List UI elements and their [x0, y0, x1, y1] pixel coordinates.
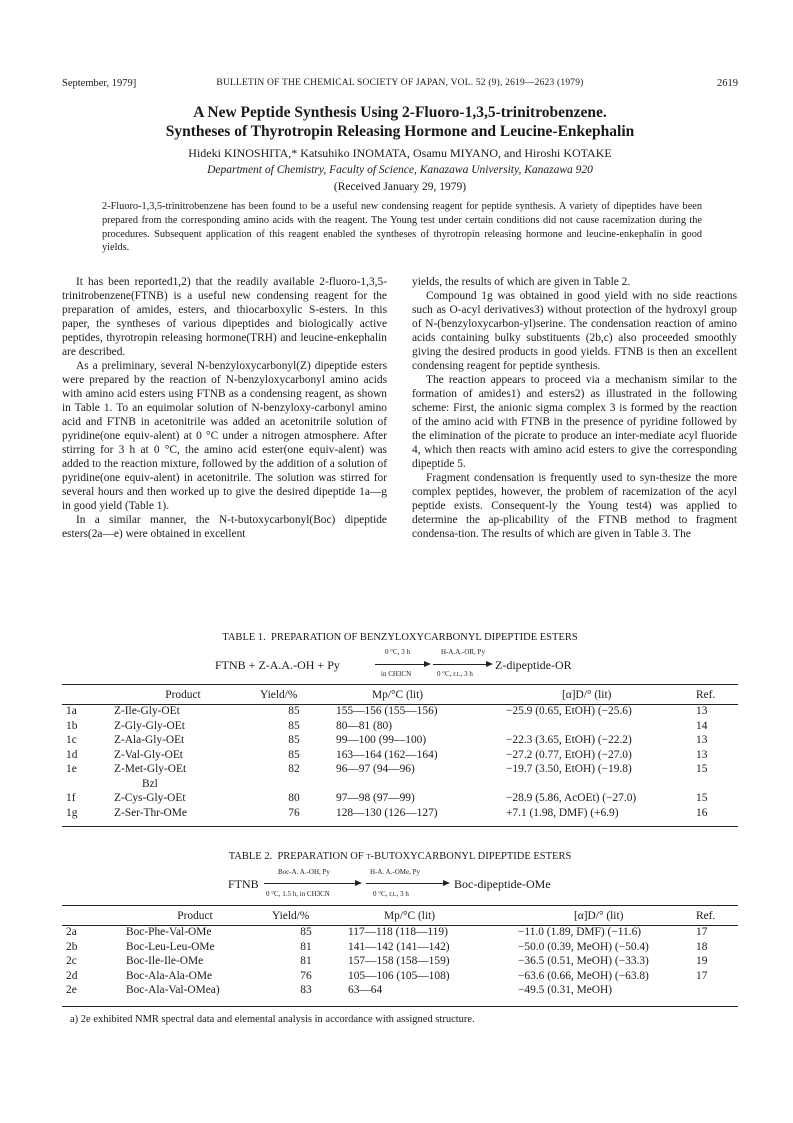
table-cell: 2b: [66, 940, 78, 953]
table-cell: 141—142 (141—142): [348, 940, 450, 953]
table2-footnote: a) 2e exhibited NMR spectral data and elemental analysis in accordance with assigned structure.: [70, 1014, 475, 1025]
table-row: [62, 954, 738, 969]
table-cell: Bzl: [142, 777, 158, 790]
table2-label: TABLE 2.: [228, 851, 273, 862]
table-cell: 96—97 (94—96): [336, 763, 415, 776]
paragraph: It has been reported1,2) that the readily available 2-fluoro-1,3,5-trinitrobenzene(FTNB) is a useful new condensing reagent for the preparation of amides, esters, and thiocarboxylic S-esters. In this paper, the syntheses of various dipeptides and biologically active peptides, thyrotropin releasing hormone(TRH) and leucine-enkephalin are described.: [62, 276, 387, 358]
reaction-arrow: [366, 883, 446, 884]
table-row: [62, 777, 738, 792]
reaction-arrow: [433, 664, 489, 665]
table1-scheme-left: FTNB + Z-A.A.-OH + Py: [215, 658, 340, 672]
table-cell: 1a: [66, 705, 77, 718]
column-header: Product: [165, 689, 201, 701]
table-cell: 15: [696, 763, 708, 776]
table1-arrow1-top: 0 °C, 3 h: [385, 648, 410, 656]
arrowhead-icon: [424, 661, 431, 667]
column-header: Yield/%: [272, 910, 310, 922]
table1-scheme-right: Z-dipeptide-OR: [495, 658, 572, 672]
paper-title-line-2: Syntheses of Thyrotropin Releasing Hormone and Leucine-Enkephalin: [165, 123, 635, 140]
table-cell: 97—98 (97—99): [336, 792, 415, 805]
affiliation: Department of Chemistry, Faculty of Science, Kanazawa University, Kanazawa 920: [207, 164, 593, 176]
table-cell: [256, 777, 332, 792]
arrowhead-icon: [443, 880, 450, 886]
table-cell: 81: [300, 940, 312, 953]
table-cell: 13: [696, 734, 708, 747]
table-rule: [62, 826, 738, 827]
table-cell: Z-Ile-Gly-OEt: [114, 705, 180, 718]
table-cell: 16: [696, 806, 708, 819]
table-cell: −50.0 (0.39, MeOH) (−50.4): [518, 940, 649, 953]
abstract: 2-Fluoro-1,3,5-trinitrobenzene has been found to be a useful new condensing reagent for peptide synthesis. A variety of dipeptides have been prepared from the corresponding amino acids with the reagent. The Young test under certain conditions did not cause racemization during the procedures. Subsequent application of this reagent enabled the syntheses of thyrotropin releasing hormone and leucine-enkephalin in good yields.: [102, 201, 702, 254]
table-row: [62, 983, 738, 998]
table2-arrow1-bottom: 0 °C, 1.5 h, in CH3CN: [266, 890, 330, 898]
table-cell: 85: [288, 719, 300, 732]
table-row: [62, 806, 738, 821]
table-rule: [62, 1006, 738, 1007]
reaction-arrow: [264, 883, 358, 884]
table-cell: [502, 777, 692, 792]
column-header: Ref.: [696, 910, 716, 922]
table-cell: 85: [288, 748, 300, 761]
body-column-left: [62, 275, 387, 541]
table-cell: −11.0 (1.89, DMF) (−11.6): [518, 926, 642, 939]
table-row: [62, 791, 738, 806]
table-cell: 80: [288, 792, 300, 805]
table2-caption: [62, 851, 738, 862]
table-cell: [692, 983, 738, 998]
table-cell: 1e: [66, 763, 77, 776]
table-cell: Boc-Leu-Leu-OMe: [126, 940, 215, 953]
table-header-row: [62, 907, 738, 925]
table-cell: Boc-Ala-Ala-OMe: [126, 969, 213, 982]
table-cell: 82: [288, 763, 300, 776]
header-journal: BULLETIN OF THE CHEMICAL SOCIETY OF JAPAN, VOL. 52 (9), 2619—2623 (1979): [216, 78, 584, 88]
table2-arrow1-top: Boc-A. A.-OH, Py: [278, 868, 330, 876]
table-row: [62, 762, 738, 777]
table-cell: 76: [288, 806, 300, 819]
column-header: [62, 686, 110, 704]
table-cell: 155—156 (155—156): [336, 705, 438, 718]
table-cell: 163—164 (162—164): [336, 748, 438, 761]
table-cell: −22.3 (3.65, EtOH) (−22.2): [506, 734, 632, 747]
table-cell: 85: [300, 926, 312, 939]
table-cell: 17: [696, 926, 708, 939]
reaction-arrow: [375, 664, 427, 665]
paragraph: As a preliminary, several N-benzyloxycarbonyl(Z) dipeptide esters were prepared by the reaction of N-benzyloxycarbonyl amino acids with amino acid esters using FTNB as a condensing reagent, as shown in Table 1. To an equimolar solution of N-benzyloxy-carbonyl amino acid and FTNB in acetonitrile was added an acetonitrile solution of pyridine(one equiv-alent) at 0 °C under a nitrogen atmosphere. After stirring for 3 h at 0 °C, the amino acid ester(one equiv-alent) was added to the reaction mixture, followed by the addition of a solution of pyridine(one equiv-alent) in acetonitrile. The solution was stirred for several hours and then worked up to give the desired dipeptide 1a—g in good yield (Table 1).: [62, 360, 387, 512]
table-cell: 76: [300, 969, 312, 982]
column-header: [α]D/° (lit): [574, 910, 624, 922]
arrowhead-icon: [355, 880, 362, 886]
table-cell: 19: [696, 955, 708, 968]
table-cell: [332, 777, 502, 792]
table2-arrow2-bottom: 0 °C, r.t., 3 h: [373, 890, 409, 898]
table-row: [62, 733, 738, 748]
table2-arrow2-top: H-A. A.-OMe, Py: [370, 868, 420, 876]
paragraph: In a similar manner, the N-t-butoxycarbonyl(Boc) dipeptide esters(2a—e) were obtained in excellent: [62, 514, 387, 540]
table-cell: Boc-Ala-Val-OMea): [126, 984, 220, 997]
column-header: Product: [177, 910, 213, 922]
table-cell: 85: [288, 705, 300, 718]
header-page-number: 2619: [717, 78, 738, 89]
table-header-row: [62, 686, 738, 704]
table-cell: Boc-Phe-Val-OMe: [126, 926, 212, 939]
table1-arrow1-bottom: in CH3CN: [381, 670, 412, 678]
table-cell: 1g: [66, 806, 78, 819]
table-cell: 80—81 (80): [336, 719, 392, 732]
authors: Hideki KINOSHITA,* Katsuhiko INOMATA, Osamu MIYANO, and Hiroshi KOTAKE: [188, 146, 612, 160]
table-cell: 15: [696, 792, 708, 805]
paragraph: Fragment condensation is frequently used to syn-thesize the more complex peptides, however, the problem of racemization of the acyl peptide exists. Consequent-ly the Young test4) was applied to determine the ap-plicability of the FTNB method to fragment condensa-tion. The results of which are given in Table 3. The: [412, 472, 737, 540]
table-cell: 14: [696, 719, 708, 732]
table1-caption: [62, 632, 738, 643]
table-row: [62, 940, 738, 955]
table-row: [62, 704, 738, 719]
table-cell: 85: [288, 734, 300, 747]
table-cell: [62, 777, 110, 792]
table-cell: 117—118 (118—119): [348, 926, 448, 939]
table-cell: 17: [696, 969, 708, 982]
table2: [62, 907, 738, 998]
table-cell: −49.5 (0.31, MeOH): [518, 984, 613, 997]
paragraph: Compound 1g was obtained in good yield with no side reactions such as O-acyl derivatives3) without protection of the hydroxyl group of N-(benzyloxycarbon-yl)serine. The condensation reaction of amino acids containing bulky substituents (2b,c) also proceeded smoothly giving the desired products in good yields. FTNB is then an excellent condensing reagent for peptide synthesis.: [412, 290, 737, 372]
table2-title: PREPARATION OF t-BUTOXYCARBONYL DIPEPTIDE ESTERS: [277, 851, 572, 862]
table2-scheme-right: Boc-dipeptide-OMe: [454, 877, 551, 891]
table-cell: Z-Ala-Gly-OEt: [114, 734, 185, 747]
column-header: [62, 907, 122, 925]
column-header: Ref.: [696, 689, 716, 701]
table1-title: PREPARATION OF BENZYLOXYCARBONYL DIPEPTIDE ESTERS: [271, 632, 578, 643]
table-cell: Z-Val-Gly-OEt: [114, 748, 183, 761]
table-cell: 1b: [66, 719, 78, 732]
column-header: Mp/°C (lit): [372, 689, 424, 701]
table-cell: 18: [696, 940, 708, 953]
table-cell: Z-Ser-Thr-OMe: [114, 806, 187, 819]
table-row: [62, 719, 738, 734]
table-cell: 83: [300, 984, 312, 997]
paragraph: yields, the results of which are given in Table 2.: [412, 276, 631, 288]
table-cell: −25.9 (0.65, EtOH) (−25.6): [506, 705, 632, 718]
table-row: [62, 748, 738, 763]
table-cell: [502, 719, 692, 734]
column-header: Mp/°C (lit): [384, 910, 436, 922]
table-cell: 99—100 (99—100): [336, 734, 427, 747]
column-header: Yield/%: [260, 689, 298, 701]
table-cell: 1f: [66, 792, 76, 805]
column-header: [α]D/° (lit): [562, 689, 612, 701]
table-cell: 2a: [66, 926, 77, 939]
body-column-right: [412, 275, 737, 541]
table-row: [62, 969, 738, 984]
paper-title-line-1: A New Peptide Synthesis Using 2-Fluoro-1,3,5-trinitrobenzene.: [193, 104, 607, 121]
table-cell: 13: [696, 748, 708, 761]
table-rule: [62, 684, 738, 685]
table-cell: Z-Gly-Gly-OEt: [114, 719, 185, 732]
table-cell: +7.1 (1.98, DMF) (+6.9): [506, 806, 619, 819]
table1-label: TABLE 1.: [222, 632, 266, 643]
table-cell: Z-Cys-Gly-OEt: [114, 792, 186, 805]
table-cell: 128—130 (126—127): [336, 806, 438, 819]
table-cell: −36.5 (0.51, MeOH) (−33.3): [518, 955, 649, 968]
table-cell: 13: [696, 705, 708, 718]
table-cell: 2e: [66, 984, 77, 997]
received-date: (Received January 29, 1979): [333, 181, 467, 193]
table1-arrow2-bottom: 0 °C, r.t., 3 h: [437, 670, 473, 678]
table-cell: 63—64: [348, 984, 383, 997]
header-date: September, 1979]: [62, 78, 137, 89]
table-cell: Z-Met-Gly-OEt: [114, 763, 187, 776]
table-cell: [692, 777, 738, 792]
table2-scheme-left: FTNB: [228, 877, 259, 891]
table-cell: −28.9 (5.86, AcOEt) (−27.0): [506, 792, 637, 805]
table-cell: Boc-Ile-Ile-OMe: [126, 955, 204, 968]
table-cell: 157—158 (158—159): [348, 955, 450, 968]
table-cell: 81: [300, 955, 312, 968]
table-cell: 1d: [66, 748, 78, 761]
table-cell: −63.6 (0.66, MeOH) (−63.8): [518, 969, 649, 982]
arrowhead-icon: [486, 661, 493, 667]
table1: [62, 686, 738, 820]
table-cell: −27.2 (0.77, EtOH) (−27.0): [506, 748, 632, 761]
table-cell: 2c: [66, 955, 77, 968]
table-cell: 1c: [66, 734, 77, 747]
table-row: [62, 925, 738, 940]
paragraph: The reaction appears to proceed via a mechanism similar to the formation of amides1) and esters2) as illustrated in the following scheme: First, the anionic sigma complex 3 is formed by the reaction of the amino acid with FTNB in the presence of pyridine followed by the elimination of the picrate to produce an inter-mediate acyl fluoride 4, which then reacts with amino acid esters to give the corresponding dipeptide 5.: [412, 374, 737, 470]
table-rule: [62, 905, 738, 906]
table-cell: 105—106 (105—108): [348, 969, 450, 982]
table-cell: −19.7 (3.50, EtOH) (−19.8): [506, 763, 632, 776]
table-cell: 2d: [66, 969, 78, 982]
table1-arrow2-top: H-A.A.-OR, Py: [441, 648, 485, 656]
